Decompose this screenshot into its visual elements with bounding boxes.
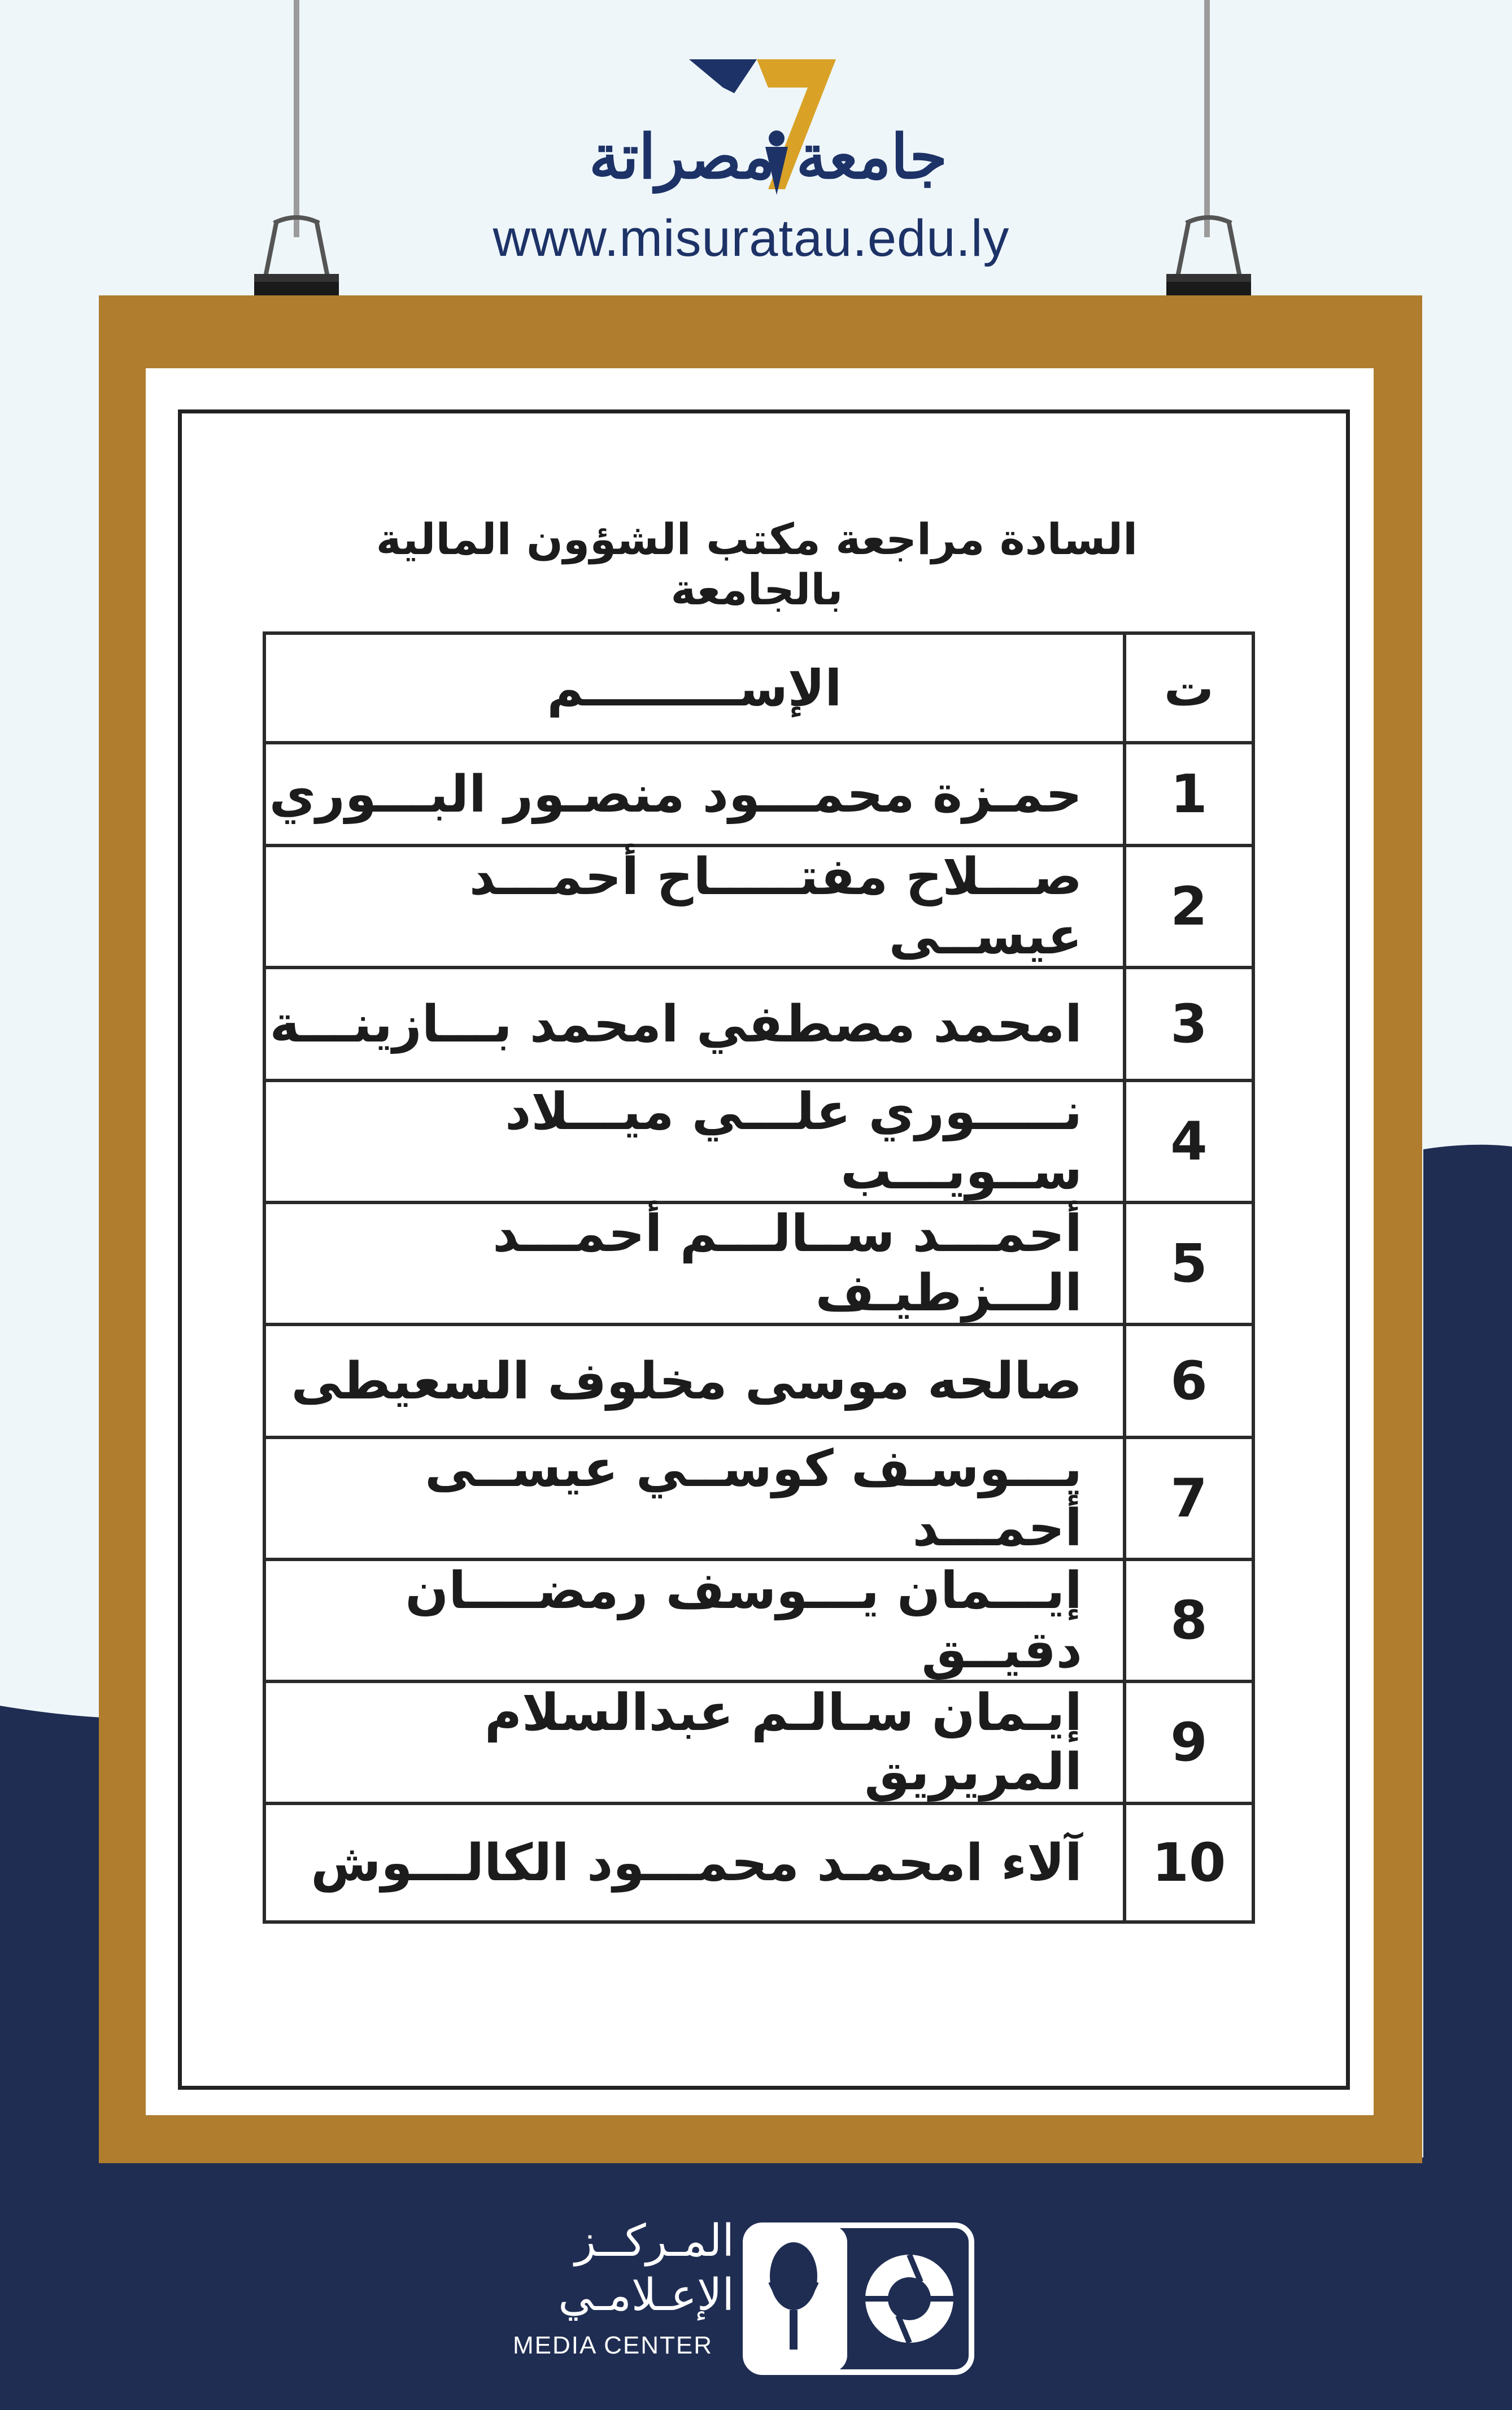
university-url[interactable]: www.misuratau.edu.ly (493, 210, 1010, 267)
row-name: صـــلاح مفتـــــاح أحمـــد عيســى (264, 846, 1125, 968)
microphone-icon (746, 2225, 847, 2372)
document-heading: السادة مراجعة مكتب الشؤون المالية بالجامعة (376, 514, 1138, 615)
row-number: 6 (1125, 1324, 1253, 1437)
row-name: نـــــوري علـــي ميـــلاد ســويـــب (264, 1080, 1125, 1202)
camera-aperture-icon (865, 2255, 953, 2343)
media-center-ar-line2: الإعـلامـي (558, 2270, 734, 2321)
media-center-ar-line1: المـركــز (574, 2216, 734, 2267)
table-row (264, 1080, 1253, 1202)
row-name: إيـــمان يـــوسف رمضــــان دقيــق (264, 1559, 1125, 1681)
row-name: آلاء امحمـد محمـــود الكالـــوش (264, 1803, 1125, 1922)
row-number: 2 (1125, 846, 1253, 968)
column-header-number: ت (1125, 633, 1253, 743)
row-number: 10 (1125, 1803, 1253, 1922)
row-number: 5 (1125, 1202, 1253, 1324)
table-row (264, 968, 1253, 1080)
row-name: امحمد مصطفي امحمد بـــازينـــة (264, 968, 1125, 1080)
row-name: حمـزة محمـــود منصـور البـــوري (264, 743, 1125, 846)
hanging-string-right (1204, 0, 1210, 237)
row-number: 1 (1125, 743, 1253, 846)
table-row (264, 1202, 1253, 1324)
row-number: 8 (1125, 1559, 1253, 1681)
hanging-string-left (294, 0, 299, 237)
table-row (264, 846, 1253, 968)
table-row (264, 1437, 1253, 1559)
column-header-name: الإســـــــــم (264, 633, 1125, 743)
row-name: صالحه موسى مخلوف السعيطى (264, 1324, 1125, 1437)
media-center-english: MEDIA CENTER (512, 2331, 713, 2359)
row-name: إيـمان سـالـم عبدالسلام المريريق (264, 1681, 1125, 1803)
media-center-logo-icon (740, 2220, 977, 2378)
row-name: أحمـــد ســالـــم أحمـــد الـــزطيـف (264, 1202, 1125, 1324)
row-number: 9 (1125, 1681, 1253, 1803)
university-logo-text: جامعة مصراتة (589, 121, 948, 193)
table-row (264, 1559, 1253, 1681)
row-number: 4 (1125, 1080, 1253, 1202)
row-name: يـــوسـف كوســي عيســى أحمـــد (264, 1437, 1125, 1559)
table-row (264, 743, 1253, 846)
media-center-arabic (508, 2214, 734, 2322)
row-number: 7 (1125, 1437, 1253, 1559)
table-row (264, 1681, 1253, 1803)
table-row (264, 1324, 1253, 1437)
row-number: 3 (1125, 968, 1253, 1080)
table-header-row (264, 633, 1253, 743)
names-table (263, 631, 1255, 1924)
table-row (264, 1803, 1253, 1922)
